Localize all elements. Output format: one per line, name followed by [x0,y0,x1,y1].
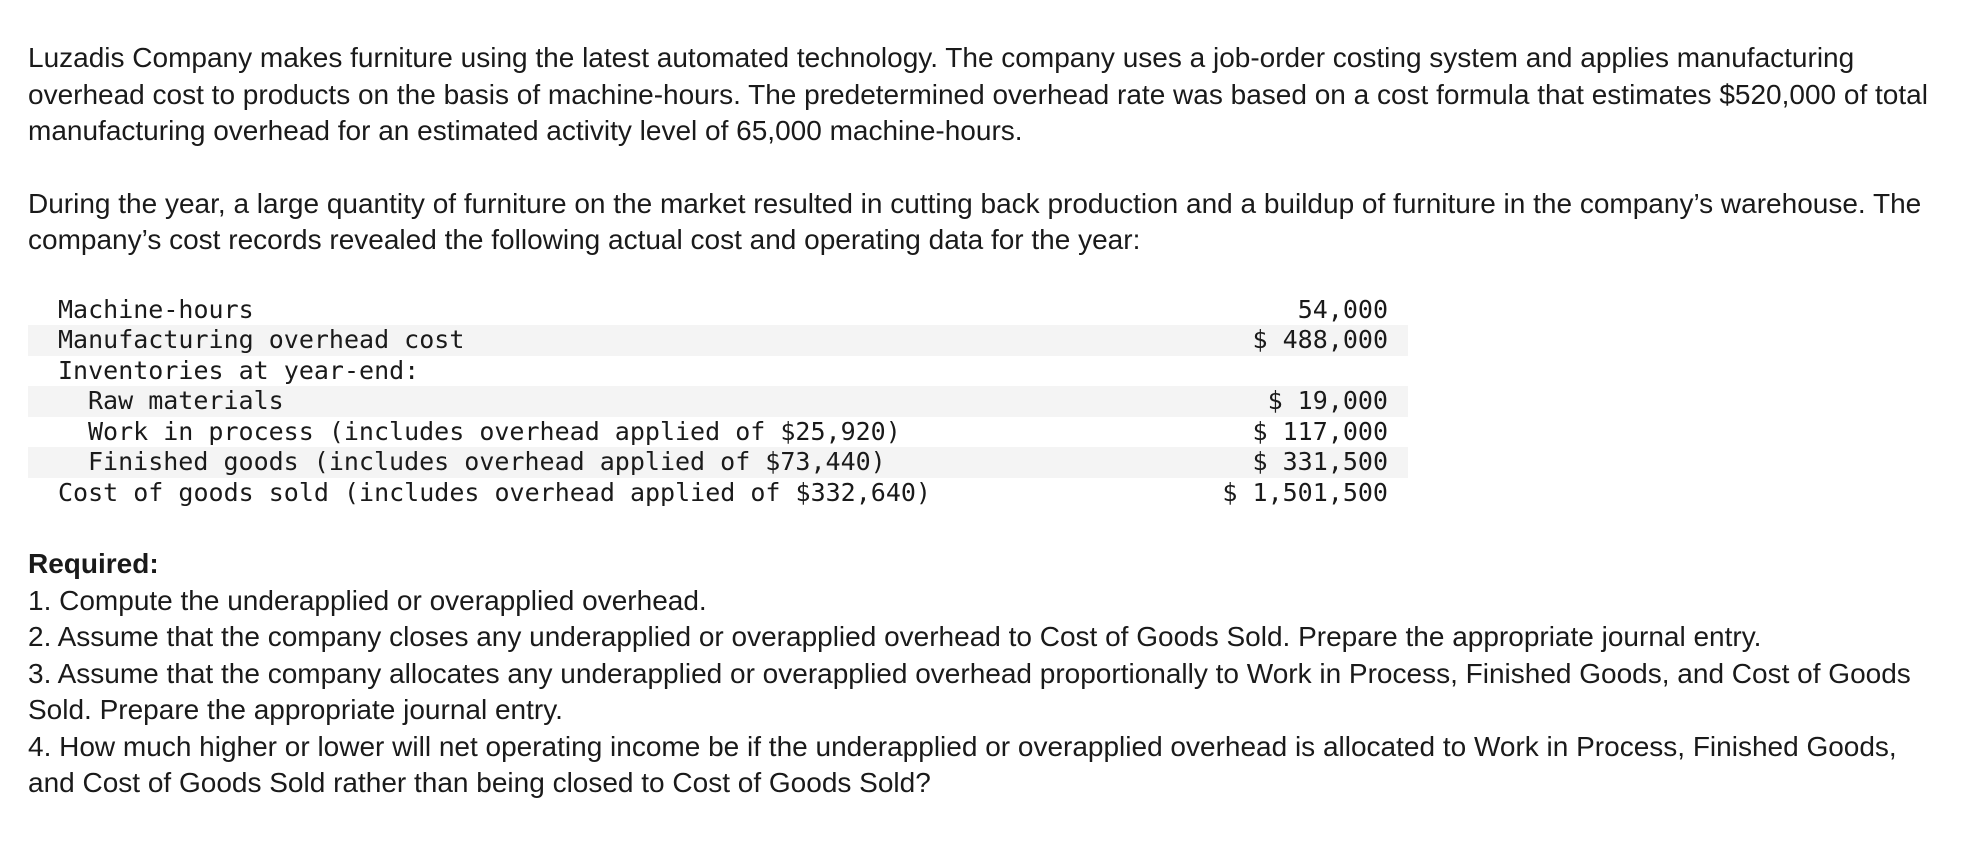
table-row [28,386,1408,417]
table-row [28,325,1408,356]
required-item-3: 3. Assume that the company allocates any underapplied or overapplied overhead proportionally to Work in Process, Finished Goods, and Cost of Goods Sold. Prepare the appropriate journal entry. [28,657,1911,725]
required-item-2: 2. Assume that the company closes any underapplied or overapplied overhead to Cost of Goods Sold. Prepare the appropriate journal entry. [28,621,1762,652]
required-section [28,546,1940,802]
row-value: 54,000 [1297,294,1388,324]
table-row [28,356,1408,387]
table-row [28,478,1408,509]
row-value: $ 331,500 [1198,447,1408,478]
row-value [1198,356,1408,387]
row-label: Manufacturing overhead cost [28,325,1198,356]
row-value: $ 117,000 [1252,416,1388,446]
table-row [28,295,1408,326]
intro-paragraph-2: During the year, a large quantity of furniture on the market resulted in cutting back production and a buildup of furniture in the company’s warehouse. The company’s cost records revealed the following actual cost and operating data for the year: [28,187,1922,255]
row-label: Inventories at year-end: [58,355,420,385]
row-value: $ 1,501,500 [1222,477,1388,507]
intro-paragraph-1: Luzadis Company makes furniture using the latest automated technology. The company uses a job-order costing system and applies manufacturing overhead cost to products on the basis of machine-hours. The predetermined overhead rate was based on a cost formula that estimates $520,000 of total manufacturing overhead for an estimated activity level of 65,000 machine-hours. [28,42,1928,146]
table-row [28,417,1408,448]
cost-data-table [28,295,1408,509]
row-label: Cost of goods sold (includes overhead applied of $332,640) [58,477,931,507]
row-value: $ 488,000 [1198,325,1408,356]
row-label: Raw materials [28,386,1198,417]
required-title: Required: [28,548,159,579]
row-label: Work in process (includes overhead applied of $25,920) [88,416,901,446]
table-row [28,447,1408,478]
row-label: Finished goods (includes overhead applied of $73,440) [28,447,1198,478]
row-label: Machine-hours [58,294,254,324]
problem-content [28,40,1940,802]
required-item-1: 1. Compute the underapplied or overapplied overhead. [28,584,707,616]
required-item-4: 4. How much higher or lower will net operating income be if the underapplied or overapplied overhead is allocated to Work in Process, Finished Goods, and Cost of Goods Sold rather than being closed to Cost of Goods Sold? [28,730,1897,798]
row-value: $ 19,000 [1198,386,1408,417]
